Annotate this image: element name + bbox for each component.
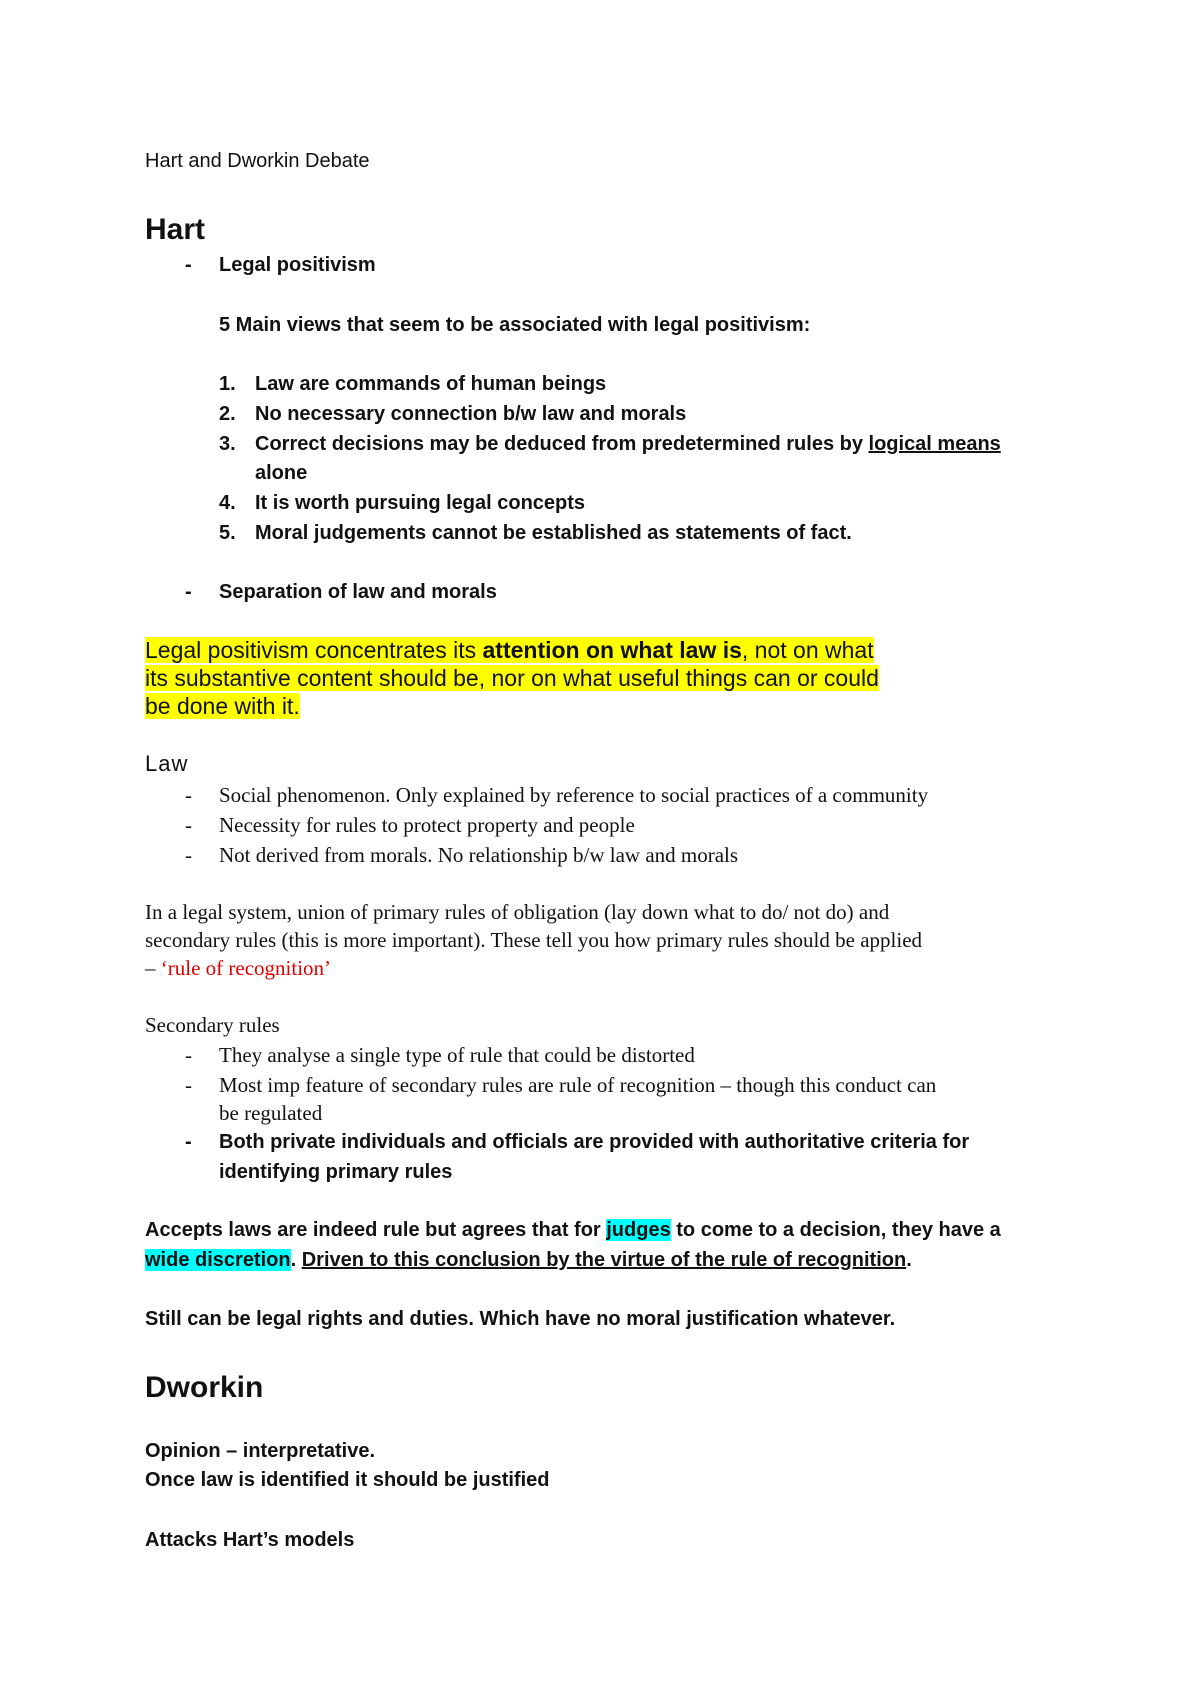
- law-bullet: Not derived from morals. No relationship b/w law and morals: [219, 843, 739, 867]
- list-item: [255, 430, 1001, 458]
- list-item: No necessary connection b/w law and morals: [255, 403, 687, 425]
- dworkin-once-law: Once law is identified it should be justified: [145, 1469, 550, 1491]
- highlight-text: , not on what: [741, 637, 874, 663]
- secondary-rules-heading: Secondary rules: [145, 1013, 280, 1037]
- bullet-dash: -: [185, 1073, 192, 1097]
- law-bullet: Necessity for rules to protect property and people: [219, 813, 635, 837]
- dash-text: –: [145, 956, 161, 980]
- secondary-bullet-continuation: be regulated: [219, 1101, 323, 1125]
- bullet-legal-positivism: Legal positivism: [219, 254, 376, 276]
- list-item-number: 5.: [219, 522, 236, 544]
- wide-discretion-highlight: wide discretion: [145, 1249, 291, 1271]
- list-item: It is worth pursuing legal concepts: [255, 492, 586, 514]
- legal-system-paragraph-line: secondary rules (this is more important). These tell you how primary rules should be applied: [145, 928, 923, 952]
- dworkin-opinion: Opinion – interpretative.: [145, 1440, 376, 1462]
- views-intro: 5 Main views that seem to be associated with legal positivism:: [219, 314, 811, 336]
- judges-highlight: judges: [606, 1219, 671, 1241]
- logical-means-underlined: logical means: [868, 433, 1001, 455]
- dworkin-attacks: Attacks Hart’s models: [145, 1529, 355, 1551]
- dworkin-heading: Dworkin: [145, 1371, 264, 1404]
- bullet-dash: -: [185, 254, 192, 276]
- document-title: Hart and Dworkin Debate: [145, 150, 370, 172]
- bullet-dash: -: [185, 783, 192, 807]
- accepts-text: to come to a decision, they have a: [670, 1219, 1001, 1241]
- highlight-bold-text: attention on what law is: [482, 637, 742, 663]
- secondary-bullet: Most imp feature of secondary rules are rule of recognition – though this conduct can: [219, 1073, 937, 1097]
- highlight-text: be done with it.: [145, 693, 300, 719]
- list-item-number: 4.: [219, 492, 236, 514]
- list-item-text: Correct decisions may be deduced from predetermined rules by: [255, 433, 869, 455]
- legal-system-paragraph-line: [145, 954, 331, 982]
- bullet-dash: -: [185, 813, 192, 837]
- driven-conclusion-underlined: Driven to this conclusion by the virtue of the rule of recognition: [301, 1249, 907, 1271]
- bullet-separation: Separation of law and morals: [219, 581, 497, 603]
- highlighted-passage-line-2: [145, 664, 879, 692]
- list-item-continuation: alone: [255, 462, 308, 484]
- secondary-bullet: They analyse a single type of rule that could be distorted: [219, 1043, 695, 1067]
- bullet-dash: -: [185, 1043, 192, 1067]
- legal-system-paragraph-line: In a legal system, union of primary rules of obligation (lay down what to do/ not do) and: [145, 900, 890, 924]
- list-item-number: 2.: [219, 403, 236, 425]
- secondary-bullet-bold: Both private individuals and officials are provided with authoritative criteria for: [219, 1131, 970, 1153]
- bullet-dash: -: [185, 581, 192, 603]
- list-item-number: 3.: [219, 433, 236, 455]
- still-legal-rights-line: Still can be legal rights and duties. Which have no moral justification whatever.: [145, 1308, 896, 1330]
- accepts-text: .: [290, 1249, 302, 1271]
- bullet-dash: -: [185, 1131, 192, 1153]
- list-item: Law are commands of human beings: [255, 373, 607, 395]
- highlighted-passage-line-3: [145, 692, 300, 720]
- accepts-text: Accepts laws are indeed rule but agrees that for: [145, 1219, 607, 1241]
- rule-of-recognition-red: ‘rule of recognition’: [160, 956, 332, 980]
- list-item: Moral judgements cannot be established as statements of fact.: [255, 522, 852, 544]
- law-bullet: Social phenomenon. Only explained by reference to social practices of a community: [219, 783, 929, 807]
- highlighted-passage-line-1: [145, 636, 874, 664]
- bullet-dash: -: [185, 843, 192, 867]
- secondary-bullet-bold-continuation: identifying primary rules: [219, 1161, 453, 1183]
- accepts-paragraph-line: [145, 1246, 912, 1274]
- accepts-text: .: [906, 1249, 912, 1271]
- highlight-text: its substantive content should be, nor on what useful things can or could: [145, 665, 879, 691]
- hart-heading: Hart: [145, 213, 206, 246]
- highlight-text: Legal positivism concentrates its: [145, 637, 483, 663]
- list-item-number: 1.: [219, 373, 236, 395]
- law-heading: Law: [145, 751, 189, 776]
- accepts-paragraph-line: [145, 1216, 1001, 1244]
